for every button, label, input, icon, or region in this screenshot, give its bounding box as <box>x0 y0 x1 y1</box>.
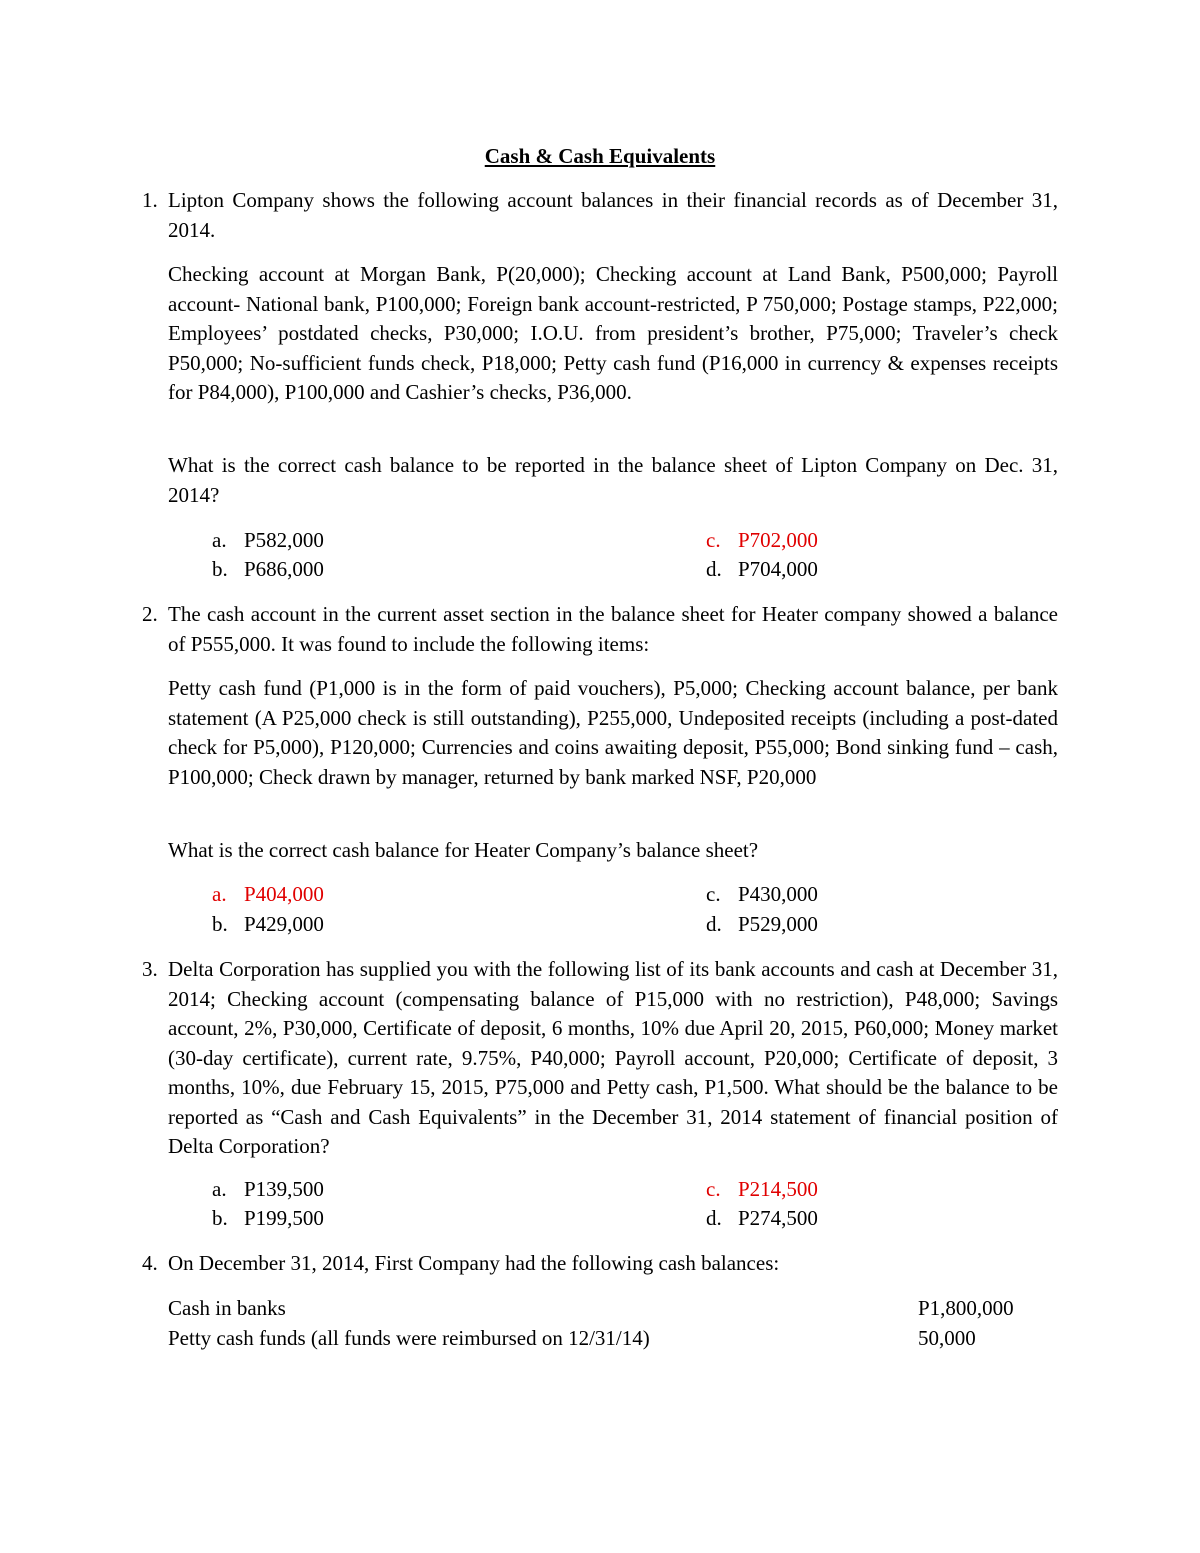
q2-number: 2. <box>142 602 158 626</box>
q2-option-c: c. P430,000 <box>706 882 818 906</box>
q1-number: 1. <box>142 188 158 212</box>
q4-row-amount: P1,800,000 <box>918 1296 1014 1320</box>
q3-stem: Delta Corporation has supplied you with the following list of its bank accounts and cash at December 31, 2014; Checking account (compensating balance of P15,000 with no restriction), P48,000; Savings account, 2%, P30,000, Certificate of deposit, 6 months, 10% due April 20, 2015, P60,000; Money market (30-day certificate), current rate, 9.75%, P40,000; Payroll account, P20,000; Certificate of deposit, 3 months, 10%, due February 15, 2015, P75,000 and Petty cash, P1,500. What should be the balance to be reported as “Cash and Cash Equivalents” in the December 31, 2014 statement of financial position of Delta Corporation? <box>168 957 1058 1158</box>
q3-number: 3. <box>142 957 158 981</box>
q2-question: What is the correct cash balance for Heater Company’s balance sheet? <box>168 838 759 862</box>
q2-option-b: b. P429,000 <box>212 912 324 936</box>
q1-option-d: d. P704,000 <box>706 557 818 581</box>
q2-option-d: d. P529,000 <box>706 912 818 936</box>
q4-stem: On December 31, 2014, First Company had the following cash balances: <box>168 1251 780 1275</box>
q1-details: Checking account at Morgan Bank, P(20,000); Checking account at Land Bank, P500,000; Payroll account- National bank, P100,000; Foreign bank account-restricted, P 750,000; Postage stamps, P22,000; Employees’ postdated checks, P30,000; I.O.U. from president’s brother, P75,000; Traveler’s check P50,000; No-sufficient funds check, P18,000; Petty cash fund (P16,000 in currency & expenses receipts for P84,000), P100,000 and Cashier’s checks, P36,000. <box>168 262 1058 404</box>
q1-option-a: a. P582,000 <box>212 528 324 552</box>
q3-option-b: b. P199,500 <box>212 1206 324 1230</box>
q4-number: 4. <box>142 1251 158 1275</box>
q2-details: Petty cash fund (P1,000 is in the form of paid vouchers), P5,000; Checking account balance, per bank statement (A P25,000 check is still outstanding), P255,000, Undeposited receipts (including a post-dated check for P5,000), P120,000; Currencies and coins awaiting deposit, P55,000; Bond sinking fund – cash, P100,000; Check drawn by manager, returned by bank marked NSF, P20,000 <box>168 676 1058 789</box>
q2-stem: The cash account in the current asset section in the balance sheet for Heater company showed a balance of P555,000. It was found to include the following items: <box>168 602 1058 656</box>
q2-option-a: a. P404,000 <box>212 882 324 906</box>
q4-row-label: Petty cash funds (all funds were reimbursed on 12/31/14) <box>168 1326 650 1350</box>
q4-row-amount: 50,000 <box>918 1326 976 1350</box>
q1-option-b: b. P686,000 <box>212 557 324 581</box>
page-title: Cash & Cash Equivalents <box>484 144 716 168</box>
q3-option-c: c. P214,500 <box>706 1177 818 1201</box>
q1-question: What is the correct cash balance to be reported in the balance sheet of Lipton Company on Dec. 31, 2014? <box>168 453 1058 507</box>
q3-option-d: d. P274,500 <box>706 1206 818 1230</box>
q1-stem: Lipton Company shows the following account balances in their financial records as of December 31, 2014. <box>168 188 1058 242</box>
q3-option-a: a. P139,500 <box>212 1177 324 1201</box>
q1-option-c: c. P702,000 <box>706 528 818 552</box>
q4-row-label: Cash in banks <box>168 1296 286 1320</box>
